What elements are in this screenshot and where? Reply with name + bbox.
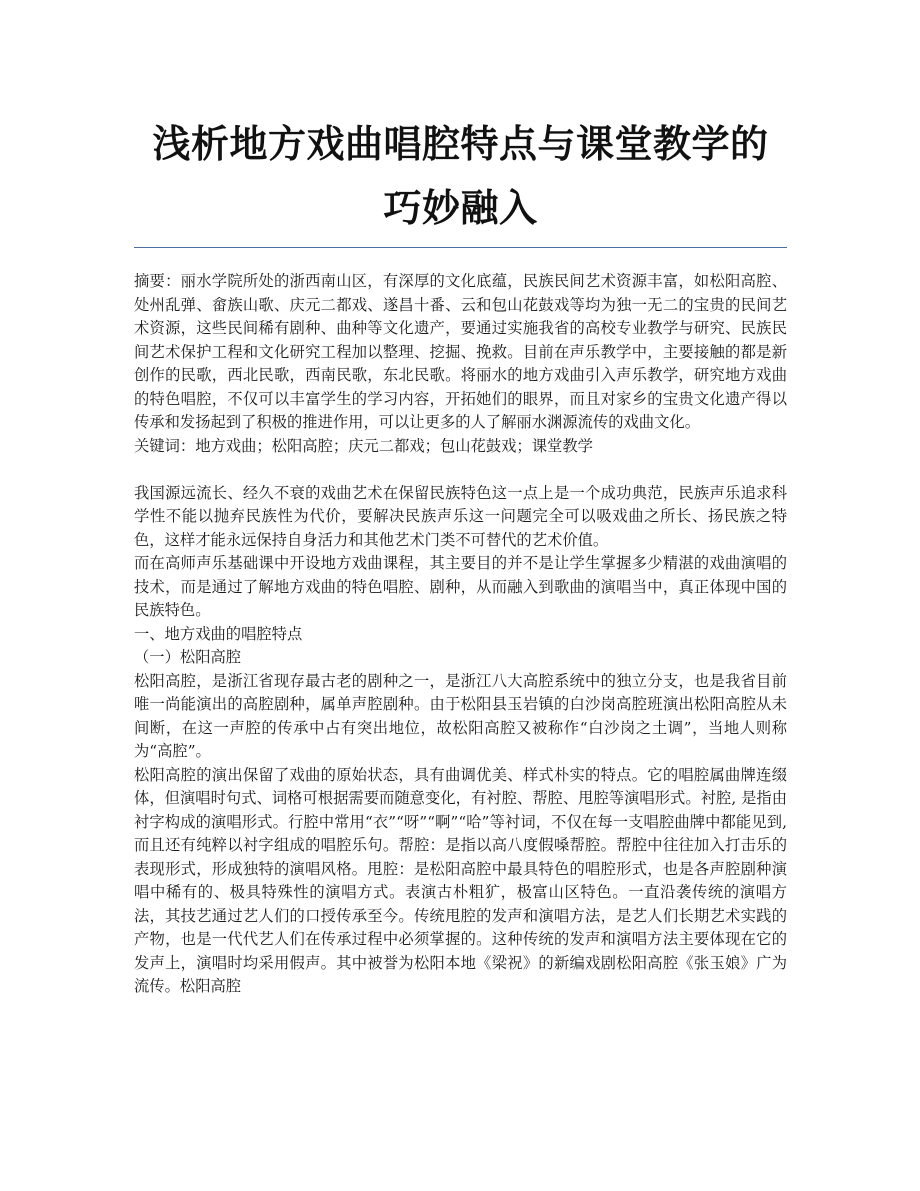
- subsection-heading: （一）松阳高腔: [134, 648, 242, 666]
- title-line-2: 巧妙融入: [383, 186, 538, 230]
- paragraph-2: 而在高师声乐基础课中开设地方戏曲课程，其主要目的并不是让学生掌握多少精湛的戏曲演唱的技术，而是通过了解地方戏曲的特色唱腔、剧种，从而融入到歌曲的演唱当中，真正体现中国的民族特色。: [134, 554, 787, 619]
- keywords: 关键词：地方戏曲；松阳高腔；庆元二都戏；包山花鼓戏；课堂教学: [134, 436, 593, 455]
- paragraph-1: 我国源远流长、经久不衰的戏曲艺术在保留民族特色这一点上是一个成功典范，民族声乐追求科学性不能以抛弃民族性为代价，要解决民族声乐这一问题完全可以吸戏曲之所长、扬民族之特色，这样才能永远保持自身活力和其他艺术门类不可替代的艺术价值。: [134, 483, 787, 549]
- title-line-1: 浅析地方戏曲唱腔特点与课堂教学的: [152, 122, 769, 166]
- document-body: [134, 270, 787, 999]
- paragraph-gap: [134, 458, 787, 482]
- section-heading: 一、地方戏曲的唱腔特点: [134, 624, 303, 643]
- title-divider: [134, 247, 787, 248]
- paragraph-3: 松阳高腔，是浙江省现存最古老的剧种之一，是浙江八大高腔系统中的独立分支，也是我省目前唯一尚能演出的高腔剧种，属单声腔剧种。由于松阳县玉岩镇的白沙岗高腔班演出松阳高腔从未间断，在这一声腔的传承中占有突出地位，故松阳高腔又被称作“白沙岗之土调”，当地人则称为“高腔”。: [134, 671, 787, 760]
- document-title: [134, 112, 787, 240]
- paragraph-4: 松阳高腔的演出保留了戏曲的原始状态，具有曲调优美、样式朴实的特点。它的唱腔属曲牌连缀体，但演唱时句式、词格可根据需要而随意变化，有衬腔、帮腔、甩腔等演唱形式。衬腔, 是指由衬字构成的演唱形式。行腔中常用“衣”“呀”“啊”“哈”等衬词，不仅在每一支唱腔曲牌中都能见到, 而且还有纯粹以衬字组成的唱腔乐句。帮腔：是指以高八度假嗓帮腔。帮腔中往往加入打击乐的表现形式，形成独特的演唱风格。甩腔：是松阳高腔中最具特色的唱腔形式，也是各声腔剧种演唱中稀有的、极具特殊性的演唱方式。表演古朴粗犷，极富山区特色。一直沿袭传统的演唱方法，其技艺通过艺人们的口授传承至今。传统甩腔的发声和演唱方法，是艺人们长期艺术实践的产物，也是一代代艺人们在传承过程中必须掌握的。这种传统的发声和演唱方法主要体现在它的发声上，演唱时均采用假声。其中被誉为松阳本地《梁祝》的新编戏剧松阳高腔《张玉娘》广为流传。松阳高腔: [134, 765, 787, 995]
- abstract: 摘要：丽水学院所处的浙西南山区，有深厚的文化底蕴，民族民间艺术资源丰富，如松阳高腔、处州乱弹、畲族山歌、庆元二都戏、遂昌十番、云和包山花鼓戏等均为独一无二的宝贵的民间艺术资源，这些民间稀有剧种、曲种等文化遗产，要通过实施我省的高校专业教学与研究、民族民间艺术保护工程和文化研究工程加以整理、挖掘、挽救。目前在声乐教学中，主要接触的都是新创作的民歌，西北民歌，西南民歌，东北民歌。将丽水的地方戏曲引入声乐教学，研究地方戏曲的特色唱腔，不仅可以丰富学生的学习内容，开拓她们的眼界，而且对家乡的宝贵文化遗产得以传承和发扬起到了积极的推进作用，可以让更多的人了解丽水渊源流传的戏曲文化。: [134, 272, 787, 431]
